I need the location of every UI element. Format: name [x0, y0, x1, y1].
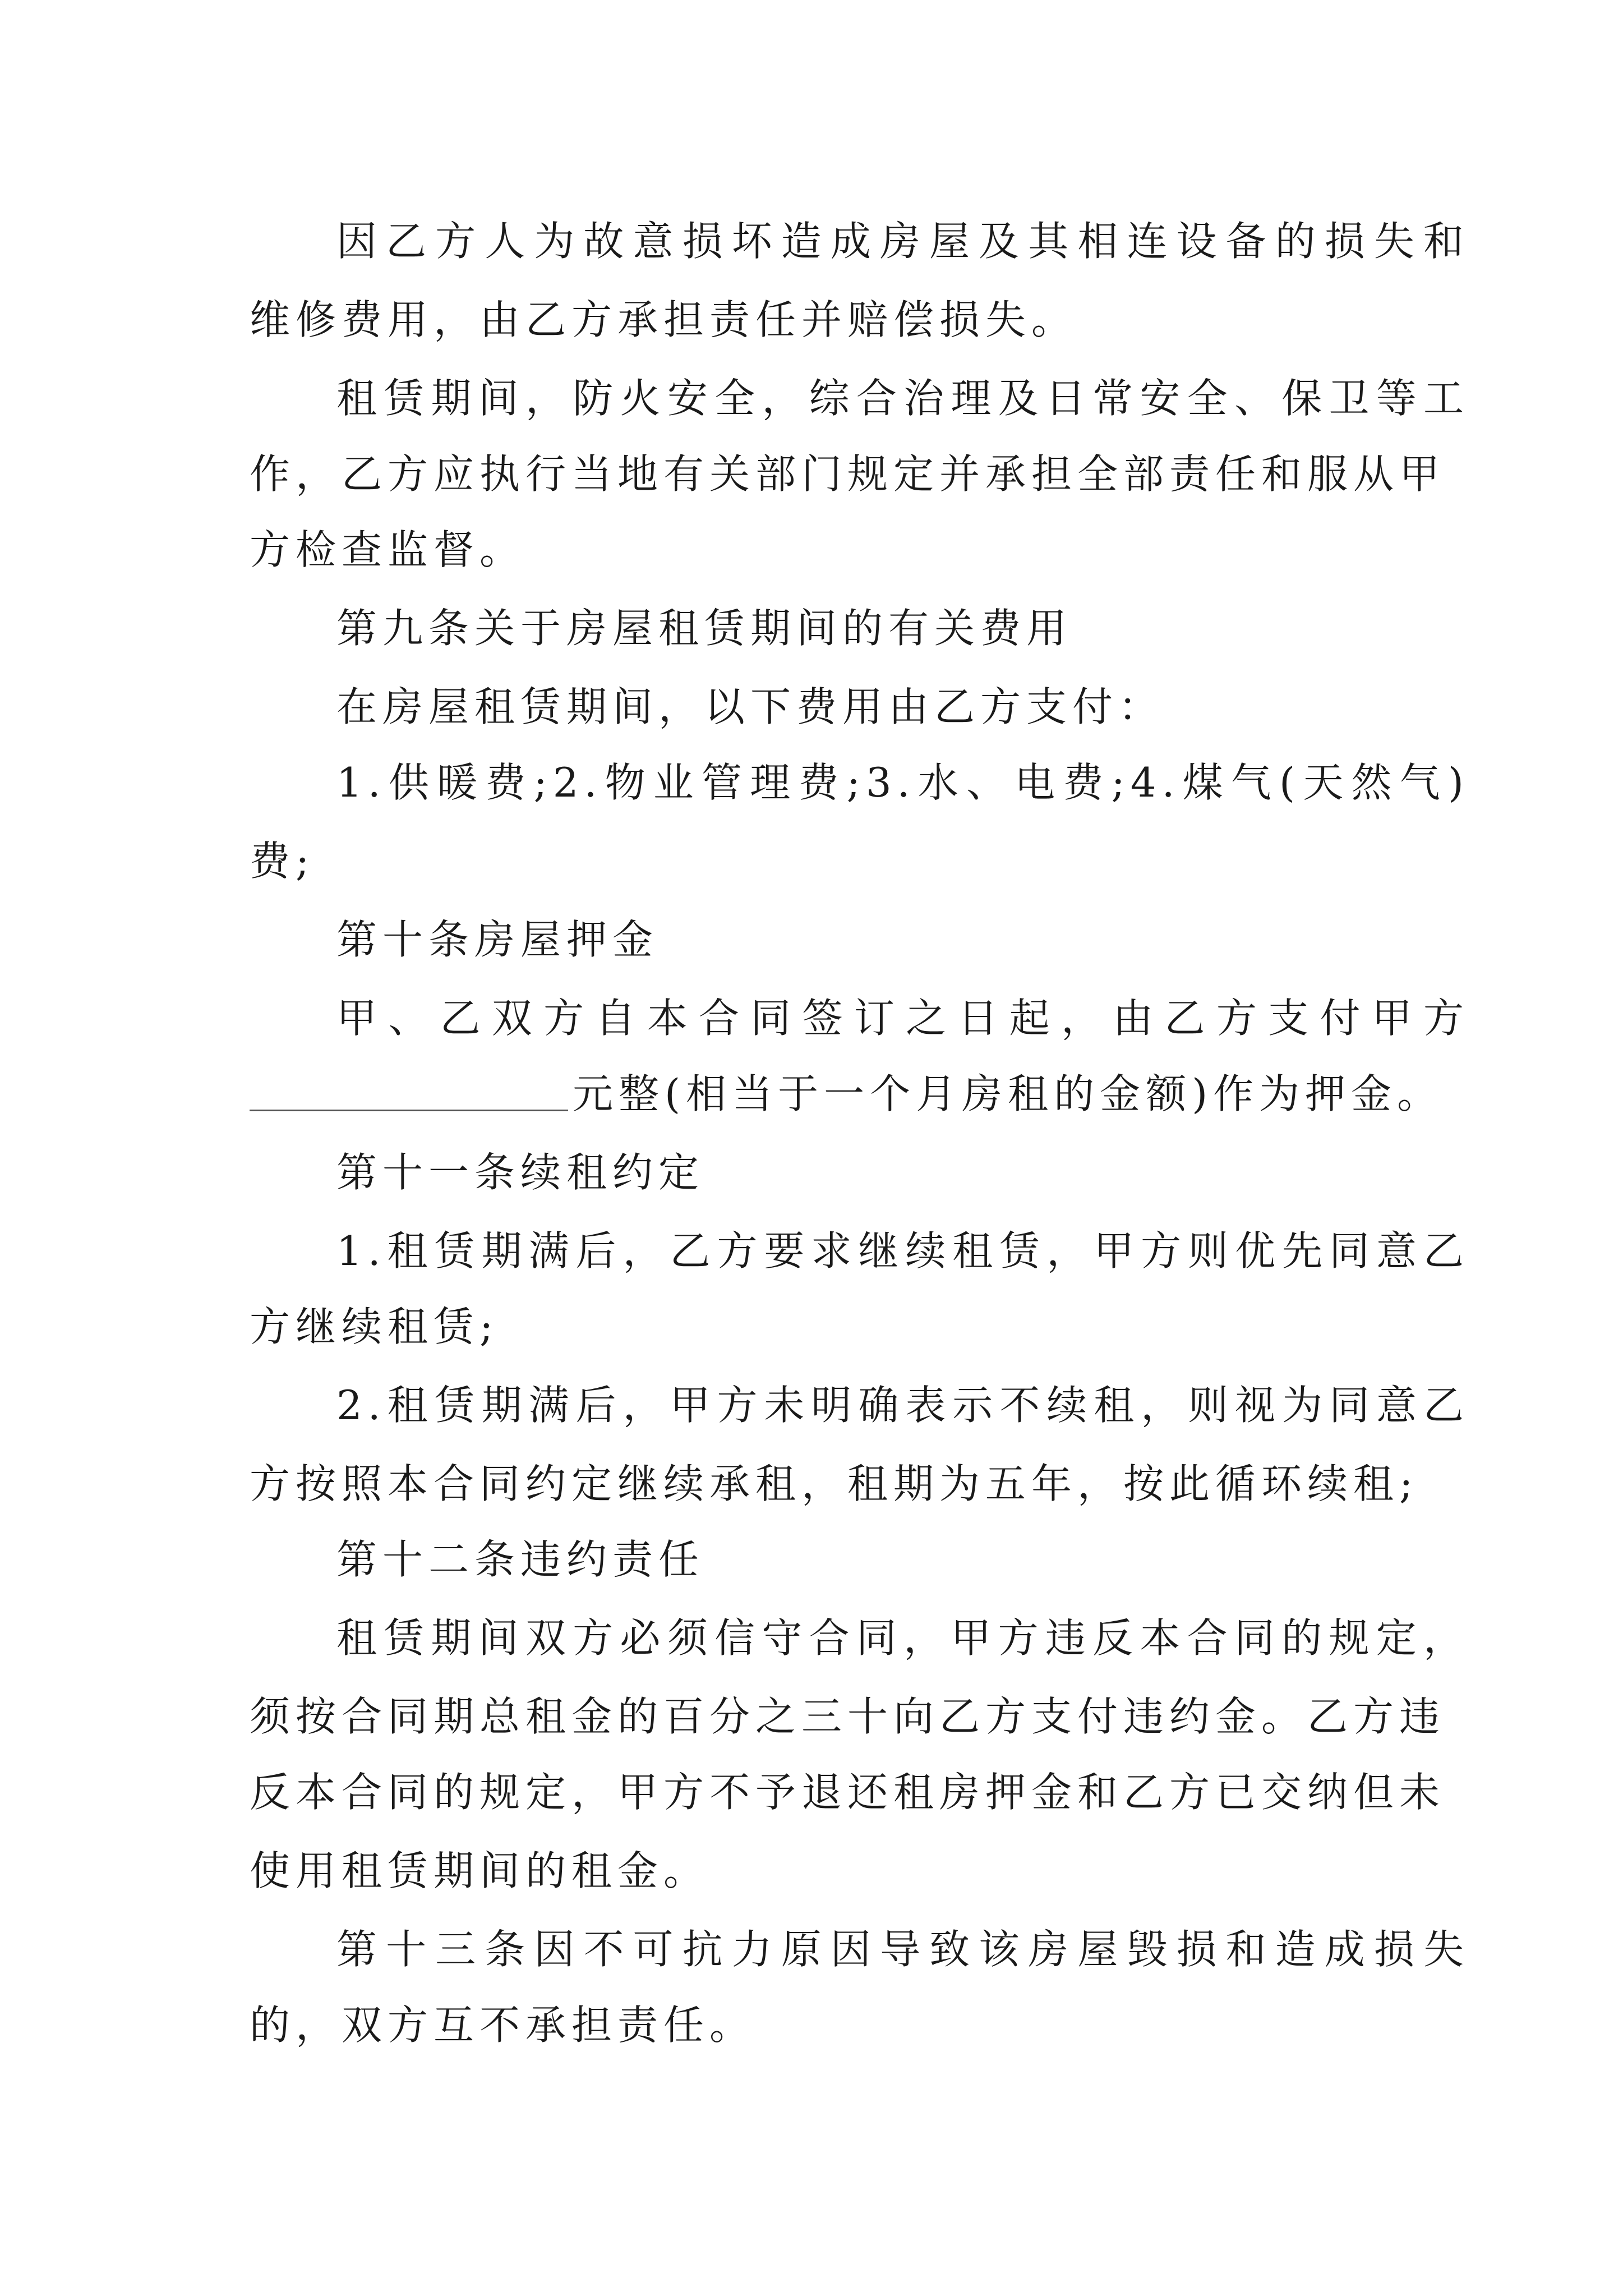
paragraph-line: 反本合同的规定，甲方不予退还租房押金和乙方已交纳但未 — [250, 1769, 1446, 1816]
paragraph-line: 作，乙方应执行当地有关部门规定并承担全部责任和服从甲 — [250, 450, 1446, 498]
paragraph-line: 租赁期间双方必须信守合同，甲方违反本合同的规定， — [336, 1614, 1469, 1662]
amount-text: 元整(相当于一个月房租的金额)作为押金。 — [573, 1070, 1444, 1117]
paragraph-line: 第十三条因不可抗力原因导致该房屋毁损和造成损失 — [336, 1926, 1469, 1973]
section-heading: 第十一条续租约定 — [336, 1149, 705, 1196]
paragraph-line: 2.租赁期满后，甲方未明确表示不续租，则视为同意乙 — [336, 1382, 1469, 1429]
paragraph-line: 使用租赁期间的租金。 — [250, 1847, 710, 1894]
paragraph-line: 甲、乙双方自本合同签订之日起，由乙方支付甲方 — [336, 995, 1469, 1042]
paragraph-line: 方继续租赁; — [250, 1303, 499, 1350]
amount-blank[interactable] — [250, 1076, 568, 1111]
paragraph-line: 在房屋租赁期间，以下费用由乙方支付： — [336, 683, 1165, 730]
paragraph-line: 方按照本合同约定继续承租，租期为五年，按此循环续租; — [250, 1460, 1419, 1507]
paragraph-line: 因乙方人为故意损坏造成房屋及其相连设备的损失和 — [336, 218, 1469, 265]
paragraph-line: 1.供暖费;2.物业管理费;3.水、电费;4.煤气(天然气) — [336, 759, 1469, 806]
paragraph-line — [250, 1069, 1444, 1119]
paragraph-line: 维修费用，由乙方承担责任并赔偿损失。 — [250, 296, 1078, 343]
paragraph-line: 1.租赁期满后，乙方要求继续租赁，甲方则优先同意乙 — [336, 1227, 1469, 1274]
section-heading: 第十二条违约责任 — [336, 1536, 705, 1583]
paragraph-line: 费; — [250, 838, 315, 885]
section-heading: 第九条关于房屋租赁期间的有关费用 — [336, 605, 1073, 652]
paragraph-line: 的，双方互不承担责任。 — [250, 2001, 756, 2049]
paragraph-line: 方检查监督。 — [250, 526, 526, 573]
paragraph-line: 租赁期间，防火安全，综合治理及日常安全、保卫等工 — [336, 375, 1469, 422]
paragraph-line: 须按合同期总租金的百分之三十向乙方支付违约金。乙方违 — [250, 1693, 1446, 1740]
section-heading: 第十条房屋押金 — [336, 916, 659, 963]
